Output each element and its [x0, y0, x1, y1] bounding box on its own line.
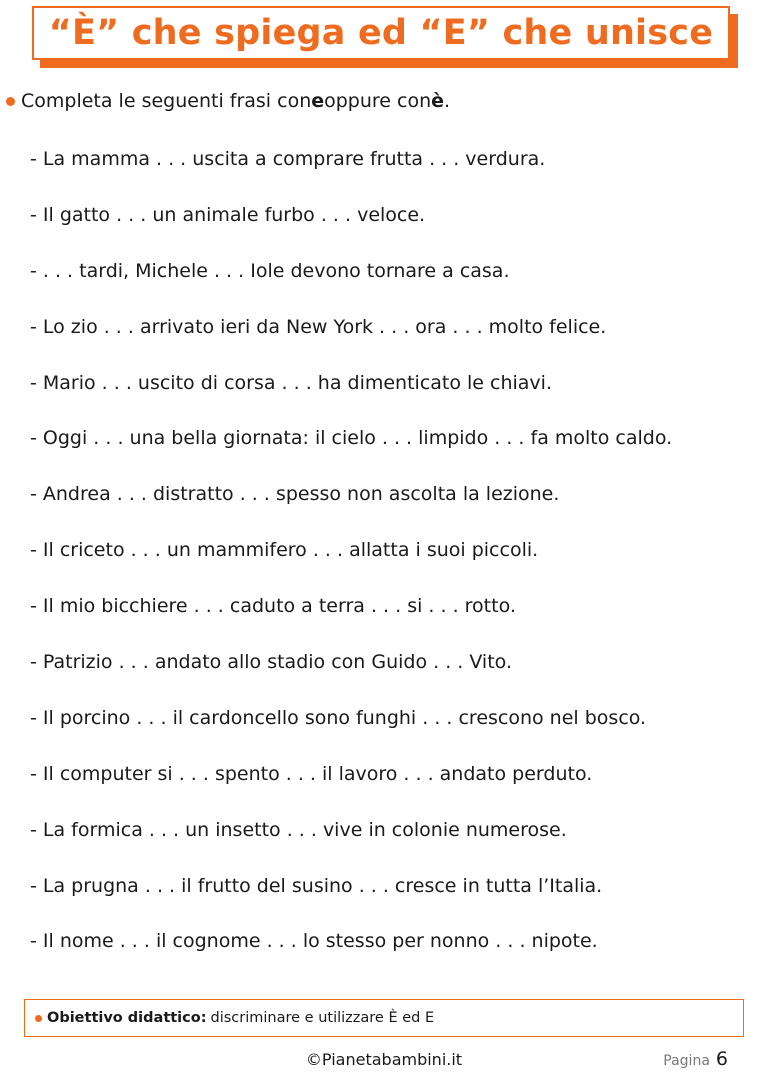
- instruction: [6, 90, 450, 112]
- title-box: [32, 6, 730, 60]
- sentence: - La mamma . . . uscita a comprare frutta . . . verdura.: [30, 148, 546, 170]
- instruction-option-e: e: [311, 90, 325, 112]
- sentence: - Il porcino . . . il cardoncello sono funghi . . . crescono nel bosco.: [30, 706, 647, 729]
- sentence: - La prugna . . . il frutto del susino . . . cresce in tutta l’Italia.: [30, 874, 603, 897]
- sentence: - Patrizio . . . andato allo stadio con Guido . . . Vito.: [30, 651, 512, 674]
- instruction-middle: oppure con: [324, 90, 432, 112]
- page-label: Pagina: [663, 1053, 710, 1069]
- instruction-prefix: Completa le seguenti frasi con: [21, 90, 312, 112]
- page-title: “È” che spiega ed “E” che unisce: [48, 13, 714, 53]
- sentence: - . . . tardi, Michele . . . Iole devono tornare a casa.: [30, 259, 510, 282]
- sentence: - Oggi . . . una bella giornata: il cielo . . . limpido . . . fa molto caldo.: [30, 427, 673, 450]
- bullet-icon: [6, 97, 15, 106]
- sentence: - Mario . . . uscito di corsa . . . ha dimenticato le chiavi.: [30, 371, 552, 394]
- sentence: - Il computer si . . . spento . . . il lavoro . . . andato perduto.: [30, 762, 593, 785]
- instruction-suffix: .: [444, 90, 451, 112]
- page-indicator: [663, 1048, 728, 1070]
- bullet-icon: [35, 1015, 42, 1022]
- page-number: 6: [715, 1048, 728, 1070]
- sentence: - La formica . . . un insetto . . . vive in colonie numerose.: [30, 818, 567, 841]
- sentence: - Lo zio . . . arrivato ieri da New York . . . ora . . . molto felice.: [30, 315, 607, 338]
- objective-text: discriminare e utilizzare È ed E: [210, 1010, 435, 1026]
- sentence: - Il mio bicchiere . . . caduto a terra . . . si . . . rotto.: [30, 595, 516, 618]
- sentence: - Il nome . . . il cognome . . . lo stesso per nonno . . . nipote.: [30, 930, 598, 953]
- objective-label: Obiettivo didattico:: [47, 1010, 207, 1026]
- copyright: ©Pianetabambini.it: [305, 1050, 463, 1069]
- sentence: - Andrea . . . distratto . . . spesso non ascolta la lezione.: [30, 483, 560, 506]
- sentence-list: [30, 143, 760, 981]
- sentence: - Il criceto . . . un mammifero . . . allatta i suoi piccoli.: [30, 539, 539, 562]
- sentence: - Il gatto . . . un animale furbo . . . veloce.: [30, 203, 426, 226]
- instruction-option-e-accent: è: [431, 90, 445, 112]
- objective-box: [24, 999, 744, 1037]
